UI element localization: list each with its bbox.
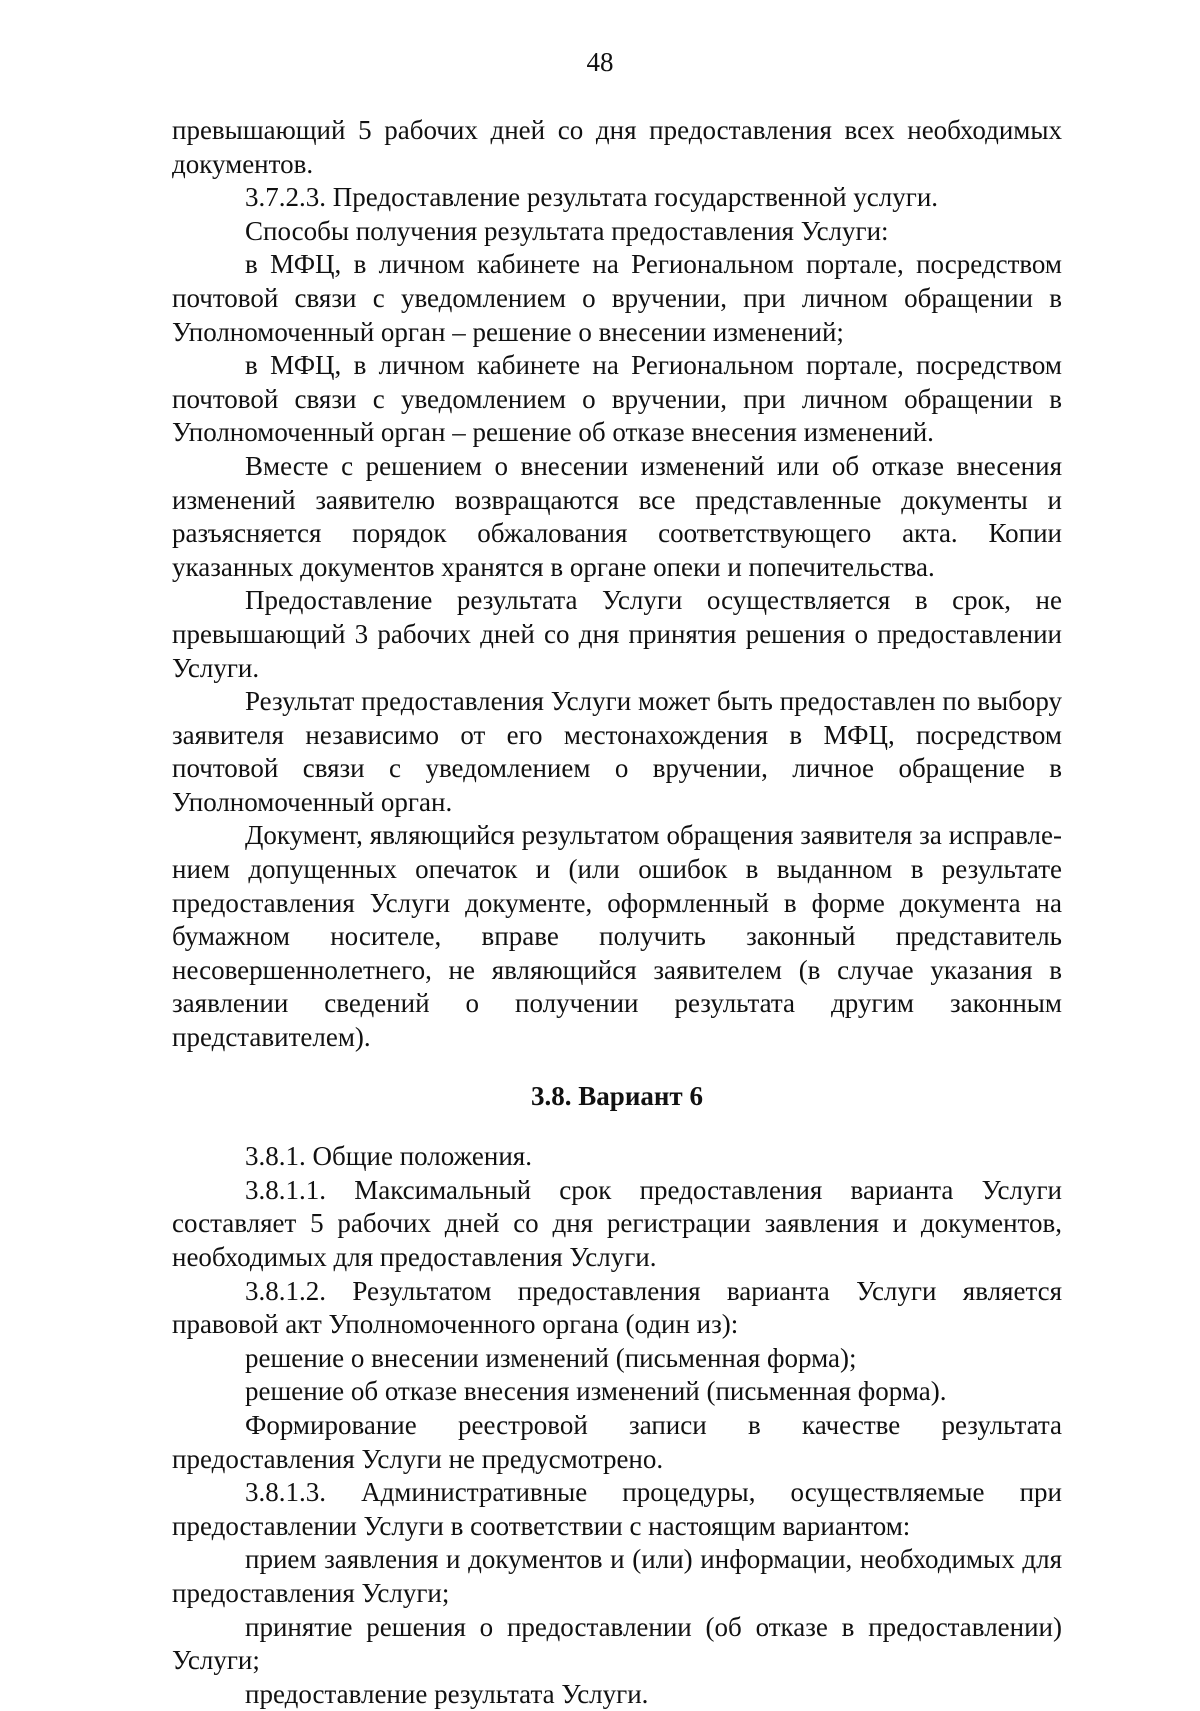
paragraph: решение о внесении изменений (письменная форма); — [245, 1342, 857, 1373]
paragraph: Способы получения результата предоставления Услуги: — [245, 215, 889, 246]
paragraph: прием заявления и документов и (или) информации, необходимых для предоставления Услуги; — [172, 1544, 1062, 1608]
paragraph: 3.8.1. Общие положения. — [245, 1141, 532, 1172]
paragraph: решение об отказе внесения изменений (письменная форма). — [245, 1376, 947, 1407]
paragraph: Вместе с решением о внесении изменений или об отказе внесения изменений заявителю возвращаются все представленные документы и разъясняется порядок обжалования соответствующего акта. Копии указанных документов хранятся в органе опеки и попечительства. — [172, 450, 1062, 582]
paragraph: принятие решения о предоставлении (об отказе в предоставлении) Услуги; — [172, 1611, 1062, 1676]
paragraph: 3.8.1.2. Результатом предоставления варианта Услуги является правовой акт Уполномоченного органа (один из): — [172, 1275, 1062, 1340]
paragraph: 3.8.1.1. Максимальный срок предоставления варианта Услуги составляет 5 рабочих дней со дня регистрации заявления и документов, необходимых для предоставления Услуги. — [172, 1174, 1062, 1272]
document-body — [172, 114, 1062, 1711]
paragraph: превышающий 5 рабочих дней со дня предоставления всех необходимых документов. — [172, 115, 1062, 179]
section-heading: 3.8. Вариант 6 — [531, 1080, 703, 1111]
paragraph: Формирование реестровой записи в качестве результата предоставления Услуги не предусмотрено. — [172, 1409, 1062, 1474]
paragraph: в МФЦ, в личном кабинете на Региональном портале, посредством почтовой связи с уведомлением о вручении, при личном обращении в Уполномоченный орган – решение об отказе внесения изменений. — [172, 350, 1062, 448]
page-number: 48 — [586, 47, 614, 77]
paragraph: 3.7.2.3. Предоставление результата государственной услуги. — [245, 182, 939, 213]
paragraph: Предоставление результата Услуги осуществляется в срок, не превышающий 3 рабочих дней со дня принятия решения о предоставлении Услуги. — [172, 585, 1062, 683]
paragraph: предоставление результата Услуги. — [245, 1678, 649, 1709]
paragraph: Результат предоставления Услуги может быть предоставлен по выбору заявителя независимо от его местонахождения в МФЦ, посредством почтовой связи с уведомлением о вручении, личное обращение в Уполномоченный орган. — [172, 686, 1062, 817]
paragraph: в МФЦ, в личном кабинете на Региональном портале, посредством почтовой связи с уведомлением о вручении, при личном обращении в Уполномоченный орган – решение о внесении изменений; — [172, 249, 1062, 347]
paragraph: 3.8.1.3. Административные процедуры, осуществляемые при предоставлении Услуги в соответствии с настоящим вариантом: — [172, 1477, 1062, 1541]
paragraph: Документ, являющийся результатом обращения заявителя за исправлением допущенных опечаток и (или ошибок в выданном в результате предоставления Услуги документе, оформленный в форме документа на бумажном носителе, вправе получить законный представитель несовершеннолетнего, не являющийся заявителем (в случае указания в заявлении сведений о получении результата другим законным представителем). — [172, 820, 1062, 1053]
